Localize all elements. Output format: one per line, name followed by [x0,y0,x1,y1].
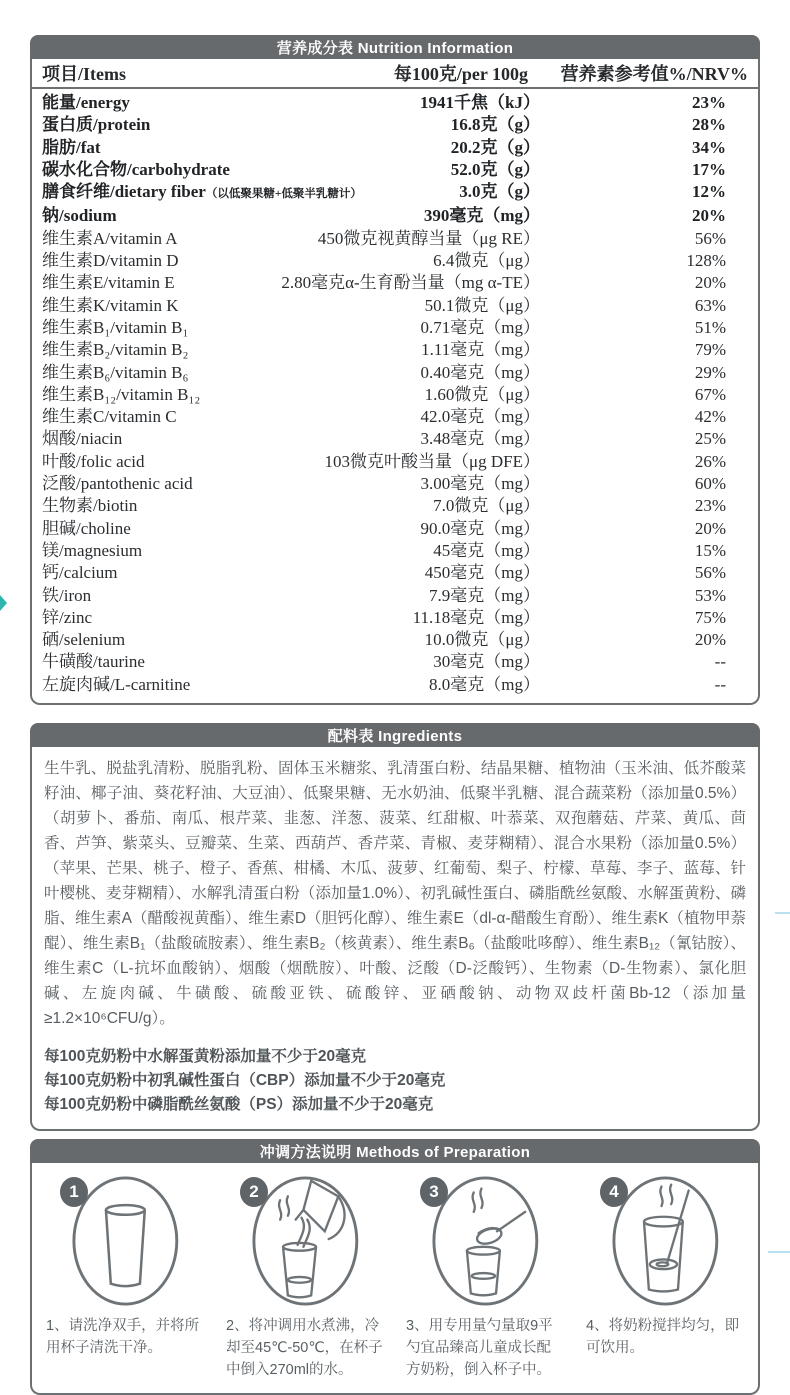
nutrition-row [32,651,758,673]
nutrient-nrv: 42% [694,407,726,427]
nutrition-row [32,205,758,227]
nutrient-nrv: 23% [692,93,726,112]
nutrient-nrv: 75% [694,607,726,627]
nutrient-amount: 50.1微克（μg） [424,295,540,315]
nutrition-title-bar: 营养成分表 Nutrition Information [30,35,760,59]
nutrient-amount: 1.60微克（μg） [424,384,540,404]
nutrient-name: 碳水化合物/carbohydrate [42,159,230,179]
nutrition-row [32,540,758,562]
ingredient-minimum-note: 每100克奶粉中磷脂酰丝氨酸（PS）添加量不少于20毫克 [44,1096,434,1114]
nutrient-amount: 16.8克（g） [450,115,540,135]
step-number-badge: 4 [600,1177,628,1207]
nutrition-row [32,250,758,272]
nutrition-rows [32,89,758,696]
nutrient-name: 胆碱/choline [42,518,131,538]
step-instruction: 2、将冲调用水煮沸，冷却至45℃-50℃，在杯子中倒入270ml的水。 [226,1318,383,1379]
nutrition-column-header [32,59,758,89]
nutrient-amount: 3.48毫克（mg） [420,429,540,449]
column-items: 项目/Items [42,64,126,84]
preparation-box [30,1163,760,1395]
step-number-badge: 3 [420,1177,448,1207]
nutrient-name: 维生素K/vitamin K [42,295,179,315]
nutrition-row [32,428,758,450]
nutrient-nrv: 53% [694,585,726,605]
nutrient-nrv: 60% [694,474,726,494]
step-instruction: 1、请洗净双手，并将所用杯子清洗干净。 [46,1318,200,1357]
teal-marker-artifact [0,595,7,611]
step-illustration [44,1175,206,1307]
nutrition-row [32,451,758,473]
nutrient-name: 维生素E/vitamin E [42,273,175,293]
nutrition-row [32,272,758,294]
nutrient-amount: 6.4微克（μg） [433,251,540,271]
column-per-100g: 每100克/per 100g [393,64,528,84]
nutrient-amount: 450微克视黄醇当量（μg RE） [317,228,540,248]
nutrient-amount: 7.9毫克（mg） [429,585,540,605]
nutrient-nrv: 26% [694,451,726,471]
nutrient-amount: 103微克叶酸当量（μg DFE） [324,451,540,471]
nutrient-amount: 10.0微克（μg） [424,630,540,650]
nutrition-row [32,473,758,495]
nutrient-name: 硒/selenium [42,630,126,650]
nutrient-amount: 90.0毫克（mg） [420,518,540,538]
nutrition-row [32,562,758,584]
nutrient-amount: 30毫克（mg） [433,652,540,672]
nutrient-name: 铁/iron [42,585,92,605]
nutrient-nrv: 28% [692,115,726,135]
nutrient-nrv: 34% [692,137,726,157]
nutrition-row [32,92,758,114]
nutrient-name: 烟酸/niacin [42,429,123,449]
nutrition-row [32,228,758,250]
nutrient-amount: 0.40毫克（mg） [420,362,540,382]
nutrient-name: 生物素/biotin [42,496,138,516]
nutrient-name: 叶酸/folic acid [42,451,145,471]
nutrient-nrv: 20% [692,206,726,226]
nutrition-row [32,406,758,428]
nutrient-nrv: 20% [694,518,726,538]
step-illustration [404,1175,566,1307]
nutrient-amount: 8.0毫克（mg） [429,674,540,694]
ingredients-section [30,723,760,1131]
nutrient-name: 牛磺酸/taurine [42,652,145,672]
nutrient-nrv: 79% [694,340,726,360]
preparation-step [584,1175,746,1381]
nutrient-amount: 20.2克（g） [450,137,540,157]
nutrition-row [32,607,758,629]
nutrient-nrv: 12% [692,182,726,202]
nutrition-row [32,384,758,406]
step-illustration [584,1175,746,1307]
preparation-steps [44,1175,746,1381]
nutrition-row [32,585,758,607]
nutrition-section [30,35,760,705]
preparation-step [44,1175,206,1381]
step-instruction: 3、用专用量勺量取9平勺宜品臻高儿童成长配方奶粉，倒入杯子中。 [406,1318,553,1379]
column-nrv: 营养素参考值%/NRV% [560,64,748,84]
nutrient-amount: 2.80毫克α-生育酚当量（mg α-TE） [281,273,540,293]
nutrition-row [32,339,758,361]
step-number-badge: 2 [240,1177,268,1207]
nutrient-amount: 52.0克（g） [450,159,540,179]
nutrient-name: 维生素B₆/vitamin B₆ [42,362,189,382]
product-label-page [0,35,790,1395]
nutrient-amount: 1.11毫克（mg） [421,340,540,360]
nutrient-name: 维生素B₁/vitamin B₁ [42,317,189,337]
nutrient-nrv: 25% [694,429,726,449]
nutrient-name: 左旋肉碱/L-carnitine [42,674,191,694]
nutrient-name: 钠/sodium [42,206,117,226]
nutrient-nrv: 56% [694,563,726,583]
nutrient-amount: 11.18毫克（mg） [412,607,540,627]
nutrition-row [32,674,758,696]
nutrient-amount: 45毫克（mg） [433,540,540,560]
nutrient-amount: 3.0克（g） [459,182,540,202]
nutrition-row [32,362,758,384]
step-illustration [224,1175,386,1307]
nutrition-row [32,518,758,540]
nutrient-name: 膳食纤维/dietary fiber（以低聚果糖+低聚半乳糖计） [42,182,362,202]
nutrition-row [32,295,758,317]
nutrient-note: （以低聚果糖+低聚半乳糖计） [205,188,362,201]
nutrient-name: 维生素D/vitamin D [42,251,179,271]
nutrition-row [32,317,758,339]
nutrient-nrv: 23% [694,496,726,516]
nutrient-name: 锌/zinc [42,607,93,627]
nutrient-amount: 450毫克（mg） [424,563,540,583]
nutrition-row [32,629,758,651]
nutrient-name: 泛酸/pantothenic acid [42,474,193,494]
ingredients-text: 生牛乳、脱盐乳清粉、脱脂乳粉、固体玉米糖浆、乳清蛋白粉、结晶果糖、植物油（玉米油、低芥酸菜籽油、椰子油、葵花籽油、大豆油）、低聚果糖、无水奶油、低聚半乳糖、混合蔬菜粉（添加量0.5%）（胡萝卜、番茄、南瓜、根芹菜、韭葱、洋葱、菠菜、红甜椒、叶菾菜、双孢蘑菇、芹菜、黄瓜、茴香、芦笋、紫菜头、豆瓣菜、生菜、西葫芦、香芹菜、青椒、麦芽糊精）、混合水果粉（添加量0.5%）（苹果、芒果、桃子、橙子、香蕉、柑橘、木瓜、菠萝、红葡萄、梨子、柠檬、草莓、李子、蓝莓、针叶樱桃、麦芽糊精）、水解乳清蛋白粉（添加量1.0%）、初乳碱性蛋白、磷脂酰丝氨酸、水解蛋黄粉、磷脂、维生素A（醋酸视黄酯）、维生素D（胆钙化醇）、维生素E（dl-α-醋酸生育酚）、维生素K（植物甲萘醌）、维生素B₁（盐酸硫胺素）、维生素B₂（核黄素）、维生素B₆（盐酸吡哆醇）、维生素B₁₂（氰钴胺）、维生素C（L-抗坏血酸钠）、烟酸（烟酰胺）、叶酸、泛酸（D-泛酸钙）、生物素（D-生物素）、氯化胆碱、左旋肉碱、牛磺酸、硫酸亚铁、硫酸锌、亚硒酸钠、动物双歧杆菌Bb-12（添加量≥1.2×10⁶CFU/g）。 [44,760,746,1028]
nutrient-amount: 1941千焦（kJ） [420,93,540,112]
preparation-title-bar: 冲调方法说明 Methods of Preparation [30,1139,760,1163]
nutrient-nrv: 67% [694,384,726,404]
step-instruction: 4、将奶粉搅拌均匀，即可饮用。 [586,1318,740,1357]
nutrient-nrv: 51% [694,317,726,337]
nutrition-table [30,59,760,705]
preparation-step [224,1175,386,1381]
blue-line-artifact [768,1251,790,1253]
nutrition-row [32,114,758,136]
nutrition-row [32,137,758,159]
nutrient-name: 钙/calcium [42,563,118,583]
nutrient-nrv: 63% [694,295,726,315]
nutrient-nrv: -- [714,674,726,694]
nutrient-amount: 0.71毫克（mg） [420,317,540,337]
nutrient-nrv: 15% [694,540,726,560]
nutrient-nrv: 20% [694,273,726,293]
nutrient-name: 脂肪/fat [42,137,101,157]
nutrition-row [32,181,758,205]
nutrient-nrv: 29% [694,362,726,382]
nutrient-amount: 7.0微克（μg） [433,496,540,516]
ingredients-notes [44,1045,746,1117]
blue-line-artifact [775,912,790,914]
nutrient-name: 维生素A/vitamin A [42,228,178,248]
ingredient-minimum-note: 每100克奶粉中水解蛋黄粉添加量不少于20毫克 [44,1048,367,1066]
nutrient-nrv: 56% [694,228,726,248]
nutrient-amount: 3.00毫克（mg） [420,474,540,494]
nutrient-name: 蛋白质/protein [42,115,151,135]
nutrient-nrv: 20% [694,630,726,650]
nutrient-name: 能量/energy [42,93,130,112]
nutrient-nrv: -- [714,652,726,672]
nutrient-amount: 390毫克（mg） [423,206,540,226]
ingredients-box [30,747,760,1131]
nutrient-name: 维生素B₁₂/vitamin B₁₂ [42,384,201,404]
preparation-section [30,1139,760,1395]
preparation-step [404,1175,566,1381]
ingredient-minimum-note: 每100克奶粉中初乳碱性蛋白（CBP）添加量不少于20毫克 [44,1072,446,1090]
nutrient-name: 镁/magnesium [42,540,143,560]
nutrient-nrv: 17% [692,159,726,179]
nutrient-nrv: 128% [686,251,726,271]
step-number-badge: 1 [60,1177,88,1207]
nutrition-row [32,495,758,517]
ingredients-title-bar: 配料表 Ingredients [30,723,760,747]
nutrient-amount: 42.0毫克（mg） [420,407,540,427]
nutrient-name: 维生素B₂/vitamin B₂ [42,340,189,360]
nutrition-row [32,159,758,181]
nutrient-name: 维生素C/vitamin C [42,407,177,427]
